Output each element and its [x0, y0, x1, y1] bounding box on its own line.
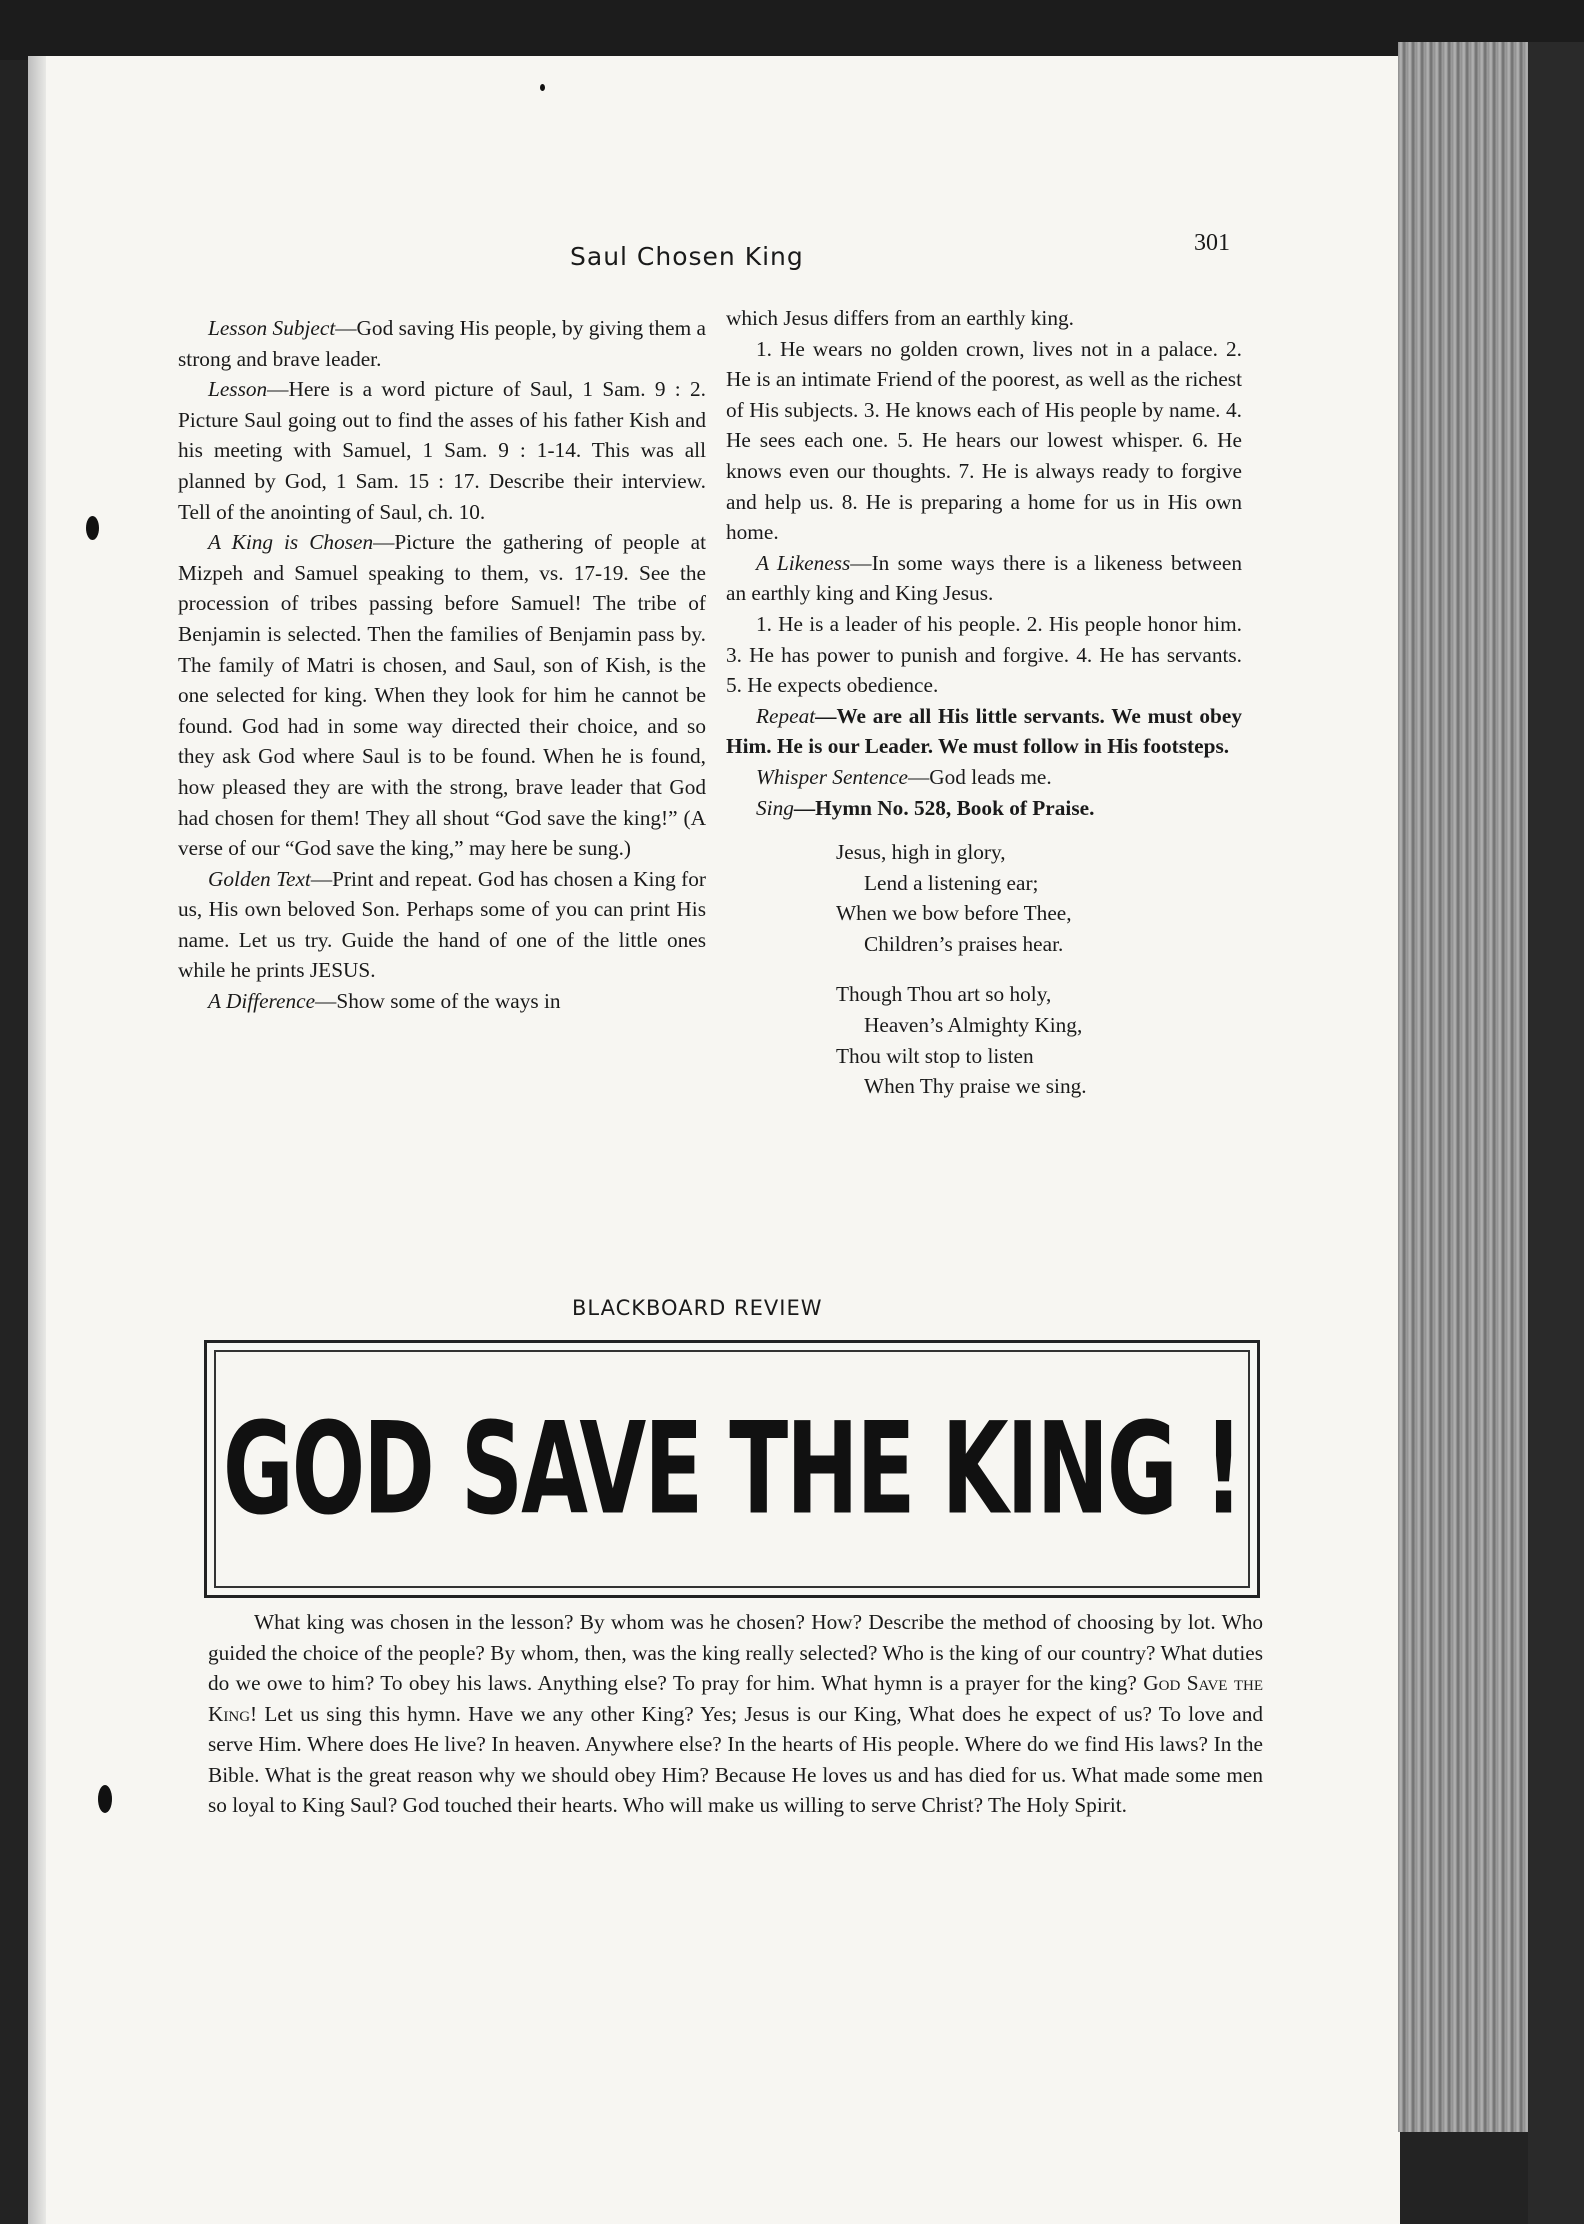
hymn-line: Jesus, high in glory, [836, 840, 1006, 865]
hymn-line: When Thy praise we sing. [864, 1074, 1087, 1099]
page-number: 301 [1194, 230, 1230, 256]
lesson-paragraph: Lesson—Here is a word picture of Saul, 1 Sam. 9 : 2. Picture Saul going out to find the asses of his father Kish and his meeting with Samuel, 1 Sam. 9 : 1-14. This was all planned by God, 1 Sam. 15 : 17. Describe their interview. Tell of the anointing of Saul, ch. 10. [178, 377, 706, 524]
binding-hole-mark [98, 1785, 112, 1813]
hymn-line: Though Thou art so holy, [836, 982, 1052, 1007]
king-chosen-paragraph: A King is Chosen—Picture the gathering of people at Mizpeh and Samuel speaking to them, vs. 17-19. See the procession of tribes passing before Samuel! The tribe of Benjamin is selected. Then the families of Benjamin pass by. The family of Matri is chosen, and Saul, son of Kish, is the one selected for king. When they look for him he cannot be found. God had in some way directed their choice, and so they ask God where Saul is to be found. When he is found, how pleased they are with the strong, brave leader that God had chosen for them! They all shout “God save the king!” (A verse of our “God save the king,” may here be sung.) [178, 530, 706, 861]
hymn-line: When we bow before Thee, [836, 901, 1072, 926]
dust-speck [540, 84, 545, 91]
book-fore-edge [1398, 42, 1528, 2132]
hymn-stanza [836, 979, 1242, 1101]
sing-paragraph: Sing—Hymn No. 528, Book of Praise. [756, 795, 1095, 820]
binding-hole-mark [86, 516, 99, 540]
hymn-line: Thou wilt stop to listen [836, 1043, 1034, 1068]
hymn-verses [836, 837, 1242, 1102]
likeness-paragraph: A Likeness—In some ways there is a likeness between an earthly king and King Jesus. [726, 550, 1242, 606]
blackboard-frame [204, 1340, 1260, 1598]
left-column [178, 313, 706, 1017]
golden-text-paragraph: Golden Text—Print and repeat. God has chosen a King for us, His own beloved Son. Perhaps some of you can print His name. Let us try. Guide the hand of one of the little ones while he prints JESUS. [178, 866, 707, 983]
hymn-line: Lend a listening ear; [864, 870, 1039, 895]
hymn-stanza [836, 837, 1242, 959]
likeness-list-paragraph: 1. He is a leader of his people. 2. His people honor him. 3. He has power to punish and forgive. 4. He has servants. 5. He expects obedience. [726, 611, 1242, 698]
lesson-subject-paragraph: Lesson Subject—God saving His people, by giving them a strong and brave leader. [178, 316, 706, 371]
hymn-line: Heaven’s Almighty King, [864, 1013, 1083, 1038]
whisper-sentence-paragraph: Whisper Sentence—God leads me. [756, 764, 1052, 789]
review-questions-paragraph: What king was chosen in the lesson? By whom was he chosen? How? Describe the method of choosing by lot. Who guided the choice of the people? By whom, then, was the king really selected? Who is the king of our country? What duties do we owe to him? To obey his laws. Anything else? To pray for him. What hymn is a prayer for the king? God Save the King! Let us sing this hymn. Have we any other King? Yes; Jesus is our King, What does he expect of us? To love and serve Him. Where does He live? In heaven. Anywhere else? In the hearts of His people. Where do we find His laws? In the Bible. What is the great reason why we should obey Him? Because He loves us and has died for us. What made some men so loyal to King Saul? God touched their hearts. Who will make us willing to serve Christ? The Holy Spirit. [208, 1610, 1263, 1817]
blackboard-review-heading: BLACKBOARD REVIEW [572, 1296, 823, 1320]
scan-top-border [0, 0, 1584, 60]
page-gutter-shadow [28, 56, 46, 2224]
scan-right-border [1528, 42, 1584, 2224]
blackboard-slogan: GOD SAVE THE KING ! [222, 1395, 1242, 1543]
difference-paragraph: A Difference—Show some of the ways in [208, 989, 561, 1014]
difference-continuation: which Jesus differs from an earthly king. [726, 306, 1074, 330]
anthem-title: God Save the King [208, 1671, 1263, 1726]
hymn-line: Children’s praises hear. [864, 931, 1064, 956]
repeat-paragraph: Repeat—We are all His little servants. We must obey Him. He is our Leader. We must follow in His footsteps. [726, 703, 1242, 759]
running-header-title: Saul Chosen King [570, 242, 804, 271]
differences-list-paragraph: 1. He wears no golden crown, lives not in a palace. 2. He is an intimate Friend of the poorest, as well as the richest of His subjects. 3. He knows each of His people by name. 4. He sees each one. 5. He hears our lowest whisper. 6. He knows even our thoughts. 7. He is always ready to forgive and help us. 8. He is preparing a home for us in His own home. [726, 336, 1242, 545]
right-column [726, 303, 1242, 1122]
